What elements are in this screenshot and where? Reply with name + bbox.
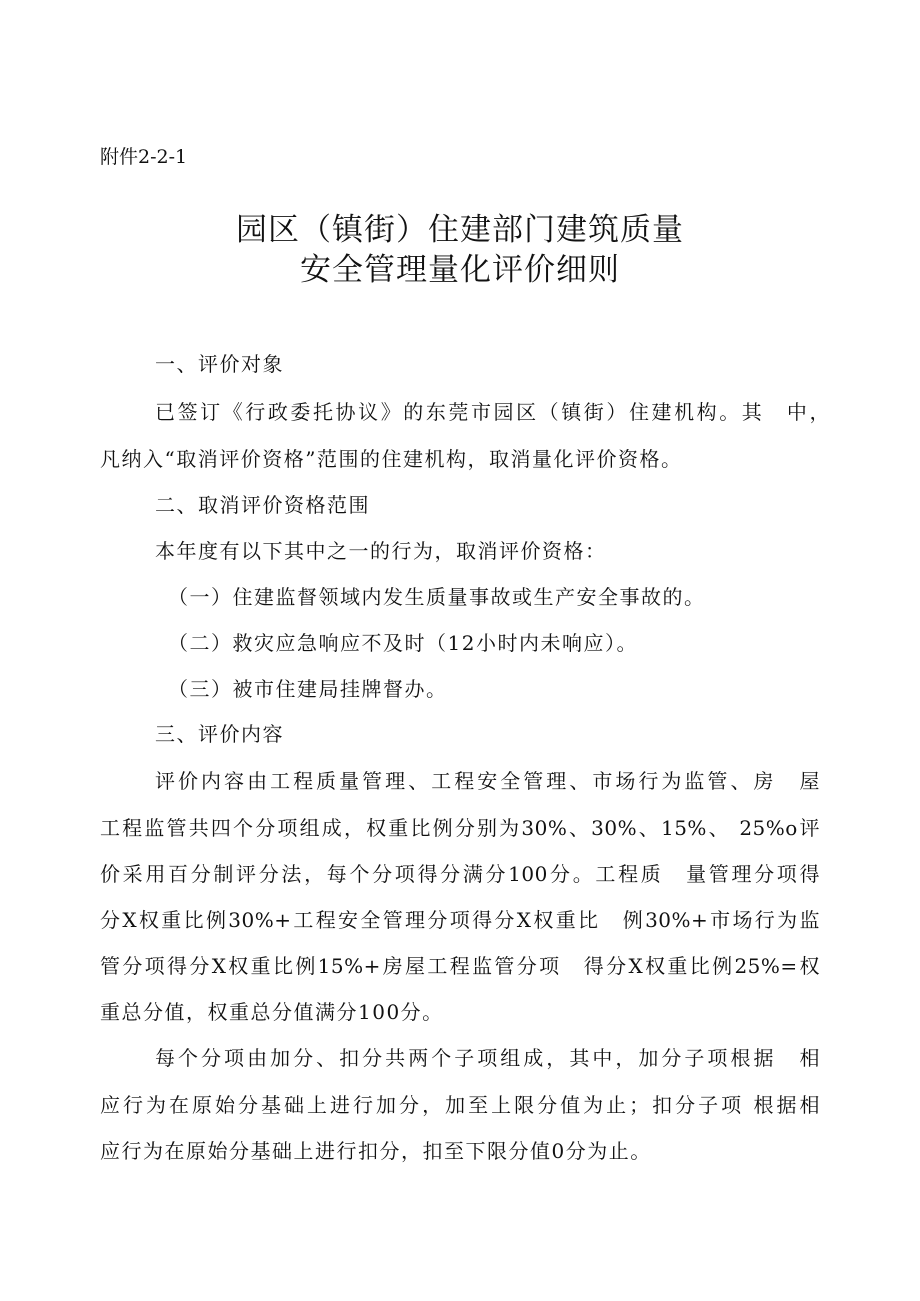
- attachment-label: 附件2-2-1: [100, 146, 188, 168]
- s3-paragraph-2-line-2: 应行为在原始分基础上进行加分，加至上限分值为止；扣分子项 根据相: [100, 1093, 820, 1117]
- section-heading-2: 二、取消评价资格范围: [155, 493, 370, 517]
- s2-list-item-2: （二）救灾应急响应不及时（12小时内未响应）。: [168, 631, 638, 655]
- s3-paragraph-2-line-3: 应行为在原始分基础上进行扣分，扣至下限分值0分为止。: [100, 1139, 652, 1163]
- s3-paragraph-1-line-6: 重总分值，权重总分值满分100分。: [100, 1000, 444, 1024]
- s3-paragraph-1-line-2: 工程监管共四个分项组成，权重比例分别为30%、30%、15%、 25%o评: [100, 816, 820, 840]
- title-line-1: 园区（镇街）住建部门建筑质量: [236, 212, 684, 248]
- s3-paragraph-1-line-1: 评价内容由工程质量管理、工程安全管理、市场行为监管、房 屋: [155, 769, 820, 793]
- s1-paragraph-line-1: 已签订《行政委托协议》的东莞市园区（镇街）住建机构。其 中，: [155, 400, 830, 424]
- s3-paragraph-1-line-4: 分X权重比例30%+工程安全管理分项得分X权重比 例30%+市场行为监: [100, 908, 820, 932]
- s3-paragraph-1-line-5: 管分项得分X权重比例15%+房屋工程监管分项 得分X权重比例25%=权: [100, 954, 820, 978]
- s1-paragraph-line-2: 凡纳入“取消评价资格”范围的住建机构，取消量化评价资格。: [100, 447, 683, 471]
- s2-list-item-1: （一）住建监督领域内发生质量事故或生产安全事故的。: [168, 585, 706, 609]
- section-heading-1: 一、评价对象: [155, 352, 284, 376]
- s3-paragraph-1-line-3: 价采用百分制评分法，每个分项得分满分100分。工程质 量管理分项得: [100, 862, 820, 886]
- s3-paragraph-2-line-1: 每个分项由加分、扣分共两个子项组成，其中，加分子项根据 相: [155, 1046, 820, 1070]
- title-line-2: 安全管理量化评价细则: [300, 252, 620, 288]
- s2-list-item-3: （三）被市住建局挂牌督办。: [168, 677, 448, 701]
- s2-intro: 本年度有以下其中之一的行为，取消评价资格：: [155, 539, 607, 563]
- section-heading-3: 三、评价内容: [155, 722, 284, 746]
